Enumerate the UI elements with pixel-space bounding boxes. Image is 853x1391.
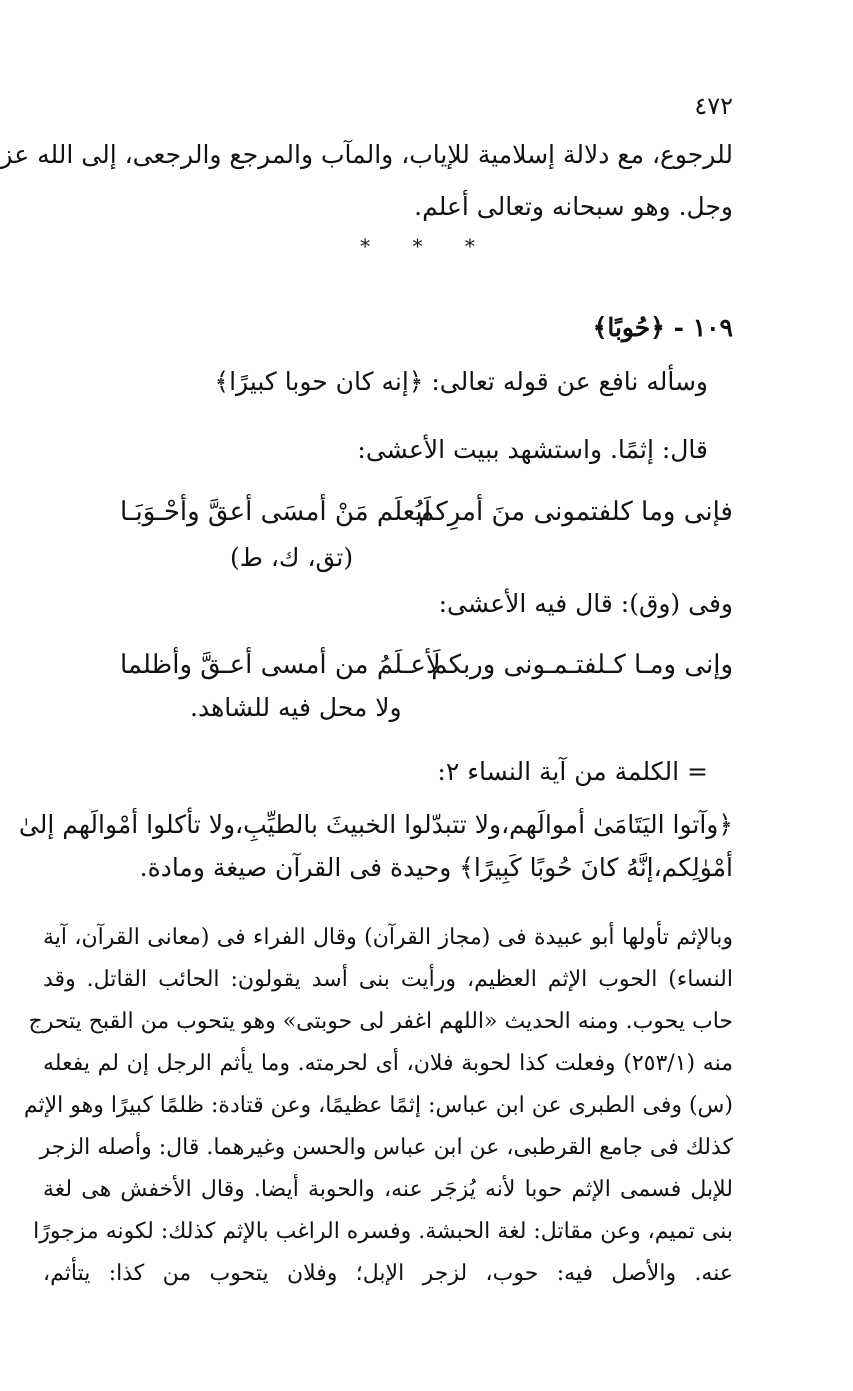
intro-line-1: للرجوع، مع دلالة إسلامية للإياب، والمآب والمرجع والرجعى، إلى الله عز (0, 140, 733, 169)
commentary-line-5: (س) وفى الطبرى عن ابن عباس: إثمًا عظيمًا، وعن قتادة: ظلمًا كبيرًا وهو الإثم (23, 1093, 733, 1118)
verse2-first-hemistich: وإنى ومـا كـلفتـمـونى وربكم (431, 650, 733, 680)
verse1-sources: (تق، ك، ط) (230, 543, 354, 572)
no-witness-note: ولا محل فيه للشاهد. (190, 693, 402, 722)
ayah-line-2: أمْوٰلِكم،إنَّهُ كانَ حُوبًا كَبِيرًا﴾ وحيدة فى القرآن صيغة ومادة. (139, 853, 733, 882)
verse1-second-hemistich: لَيُعلَم مَنْ أمسَى أعقَّ وأحْـوَبَـا (120, 497, 432, 527)
question-text: وسأله نافع عن قوله تعالى: ﴿إنه كان حوبا كبيرًا﴾ (214, 367, 708, 396)
commentary-line-3: حاب يحوب. ومنه الحديث «اللهم اغفر لى حوبتى» وهو يتحوب من القبح يتحرج (28, 1009, 733, 1034)
commentary-line-6: كذلك فى جامع القرطبى، عن ابن عباس والحسن وغيرهما. قال: وأصله الزجر (39, 1135, 733, 1160)
page-number: ٤٧٢ (694, 92, 733, 120)
verse2-second-hemistich: لَأعـلَمُ من أمسى أعـقَّ وأظلما (120, 650, 441, 680)
commentary-line-9: عنه. والأصل فيه: حوب، لزجر الإبل؛ وفلان يتحوب من كذا: يتأثم، (43, 1261, 733, 1286)
commentary-line-8: بنى تميم، وعن مقاتل: لغة الحبشة. وفسره الراغب بالإثم كذلك: لكونه مزجورًا (33, 1219, 733, 1244)
variant-intro: وفى (وق): قال فيه الأعشى: (438, 589, 733, 618)
intro-line-2: وجل. وهو سبحانه وتعالى أعلم. (414, 192, 733, 221)
commentary-line-4: منه (٢٥٣/١) وفعلت كذا لحوبة فلان، أى لحرمته. وما يأثم الرجل إن لم يفعله (43, 1051, 734, 1076)
commentary-line-7: للإبل فسمى الإثم حوبا لأنه يُزجَر عنه، والحوبة أيضا. وقال الأخفش هى لغة (43, 1177, 733, 1202)
commentary-line-1: وبالإثم تأولها أبو عبيدة فى (مجاز القرآن) وقال الفراء فى (معانى القرآن، آية (43, 925, 733, 950)
section-separator: * * * (360, 234, 493, 258)
verse1-first-hemistich: فإنى وما كلفتمونى منَ أمرِكم (418, 497, 733, 527)
kalima-note: = الكلمة من آية النساء ٢: (437, 757, 708, 786)
commentary-line-2: النساء) الحوب الإثم العظيم، ورأيت بنى أسد يقولون: الحائب القاتل. وقد (43, 967, 733, 992)
answer-text: قال: إثمًا. واستشهد ببيت الأعشى: (357, 435, 708, 464)
ayah-line-1: ﴿وآتوا اليَتَامَىٰ أموالَهم،ولا تتبدّلوا الخبيثَ بالطيِّبِ،ولا تأكلوا أمْوالَهم إلىٰ (18, 810, 733, 839)
entry-heading: ١٠٩ - ﴿حُوبًا﴾ (592, 313, 733, 342)
